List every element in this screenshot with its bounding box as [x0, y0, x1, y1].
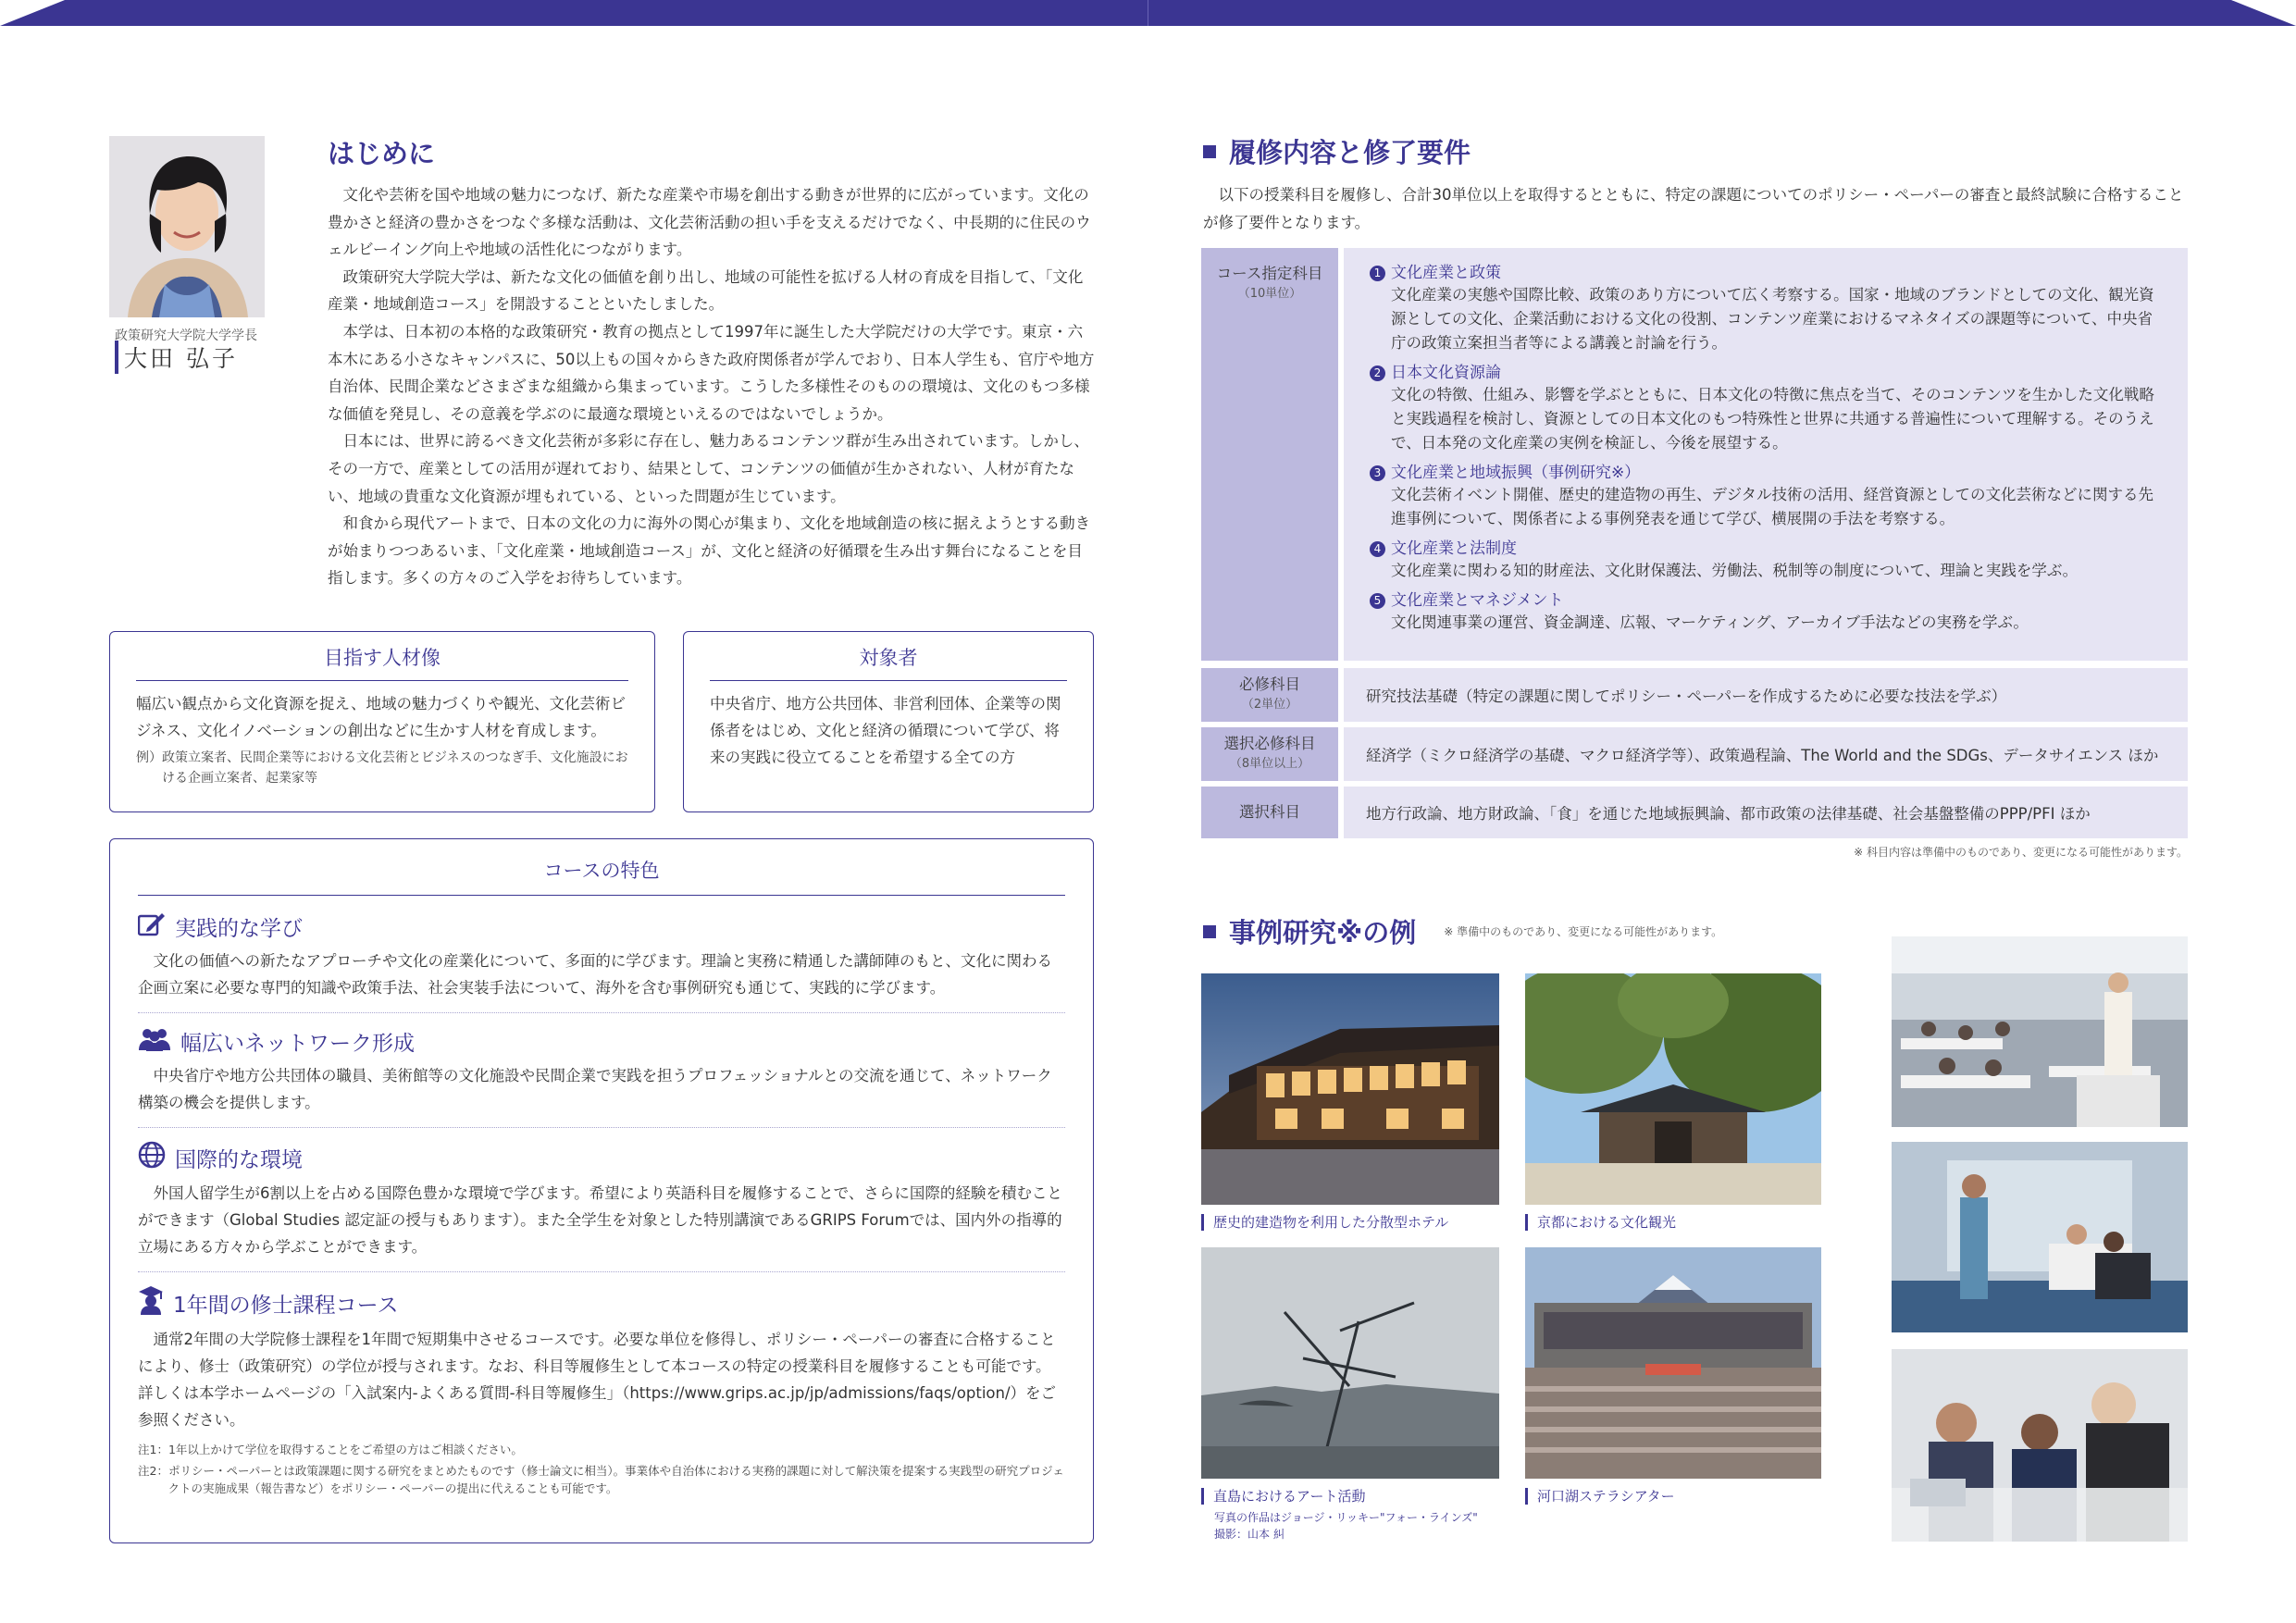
requirement-label [1201, 248, 1338, 661]
requirement-row [1201, 248, 2188, 661]
requirement-label [1201, 787, 1338, 838]
intro-paragraph: 本学は、日本初の本格的な政策研究・教育の拠点として1997年に誕生した大学院だけの大学です。東京・六本木にある小さなキャンパスに、50以上もの国々からきた政府関係者が学んでおり、日本人学生も、官庁や地方自治体、民間企業などさまざまな組織から集まっています。こうした多様性そのものの環境は、文化のもつ多様な価値を発見し、その意義を学ぶのに最適な環境といえるのではないでしょうか。 [328, 322, 1095, 423]
requirement-credits: （10単位） [1237, 287, 1302, 301]
features-title: コースの特色 [543, 860, 660, 882]
feature-heading [138, 1026, 1065, 1057]
section-marker [1203, 145, 1216, 158]
course-title: 文化産業と法制度 [1391, 539, 1517, 558]
requirement-label-text: 選択科目 [1239, 803, 1300, 821]
course-item [1370, 463, 2166, 531]
top-band-right-cut [2231, 0, 2296, 26]
course-number: 2 [1370, 365, 1385, 381]
features-box [109, 838, 1094, 1543]
feature-heading-label: 1年間の修士課程コース [173, 1293, 399, 1318]
photo-caption: 歴史的建造物を利用した分散型ホテル [1201, 1214, 1448, 1231]
requirement-row [1201, 668, 2188, 722]
audience-box [683, 631, 1094, 812]
requirements-heading-label: 履修内容と修了要件 [1229, 137, 1471, 168]
feature-heading-label: 幅広いネットワーク形成 [180, 1032, 415, 1056]
feature-divider [138, 1012, 1065, 1013]
course-item [1370, 263, 2166, 355]
course-description: 文化産業に関わる知的財産法、文化財保護法、労働法、税制等の制度について、理論と実践を学ぶ。 [1391, 562, 2079, 579]
footnote: 注1：1年以上かけて学位を取得することをご希望の方はご相談ください。 [138, 1443, 523, 1456]
target-talent-box [109, 631, 655, 812]
case-study-heading [1203, 912, 1722, 950]
requirement-label-text: 選択必修科目 [1223, 735, 1316, 752]
feature-heading [138, 911, 1065, 942]
feature-text: 文化の価値への新たなアプローチや文化の産業化について、多面的に学びます。理論と実務に精通した講師陣のもと、文化に関わる企画立案に必要な専門的知識や政策手法、社会実装手法について、海外を含む事例研究も通じて、実践的に学びます。 [138, 952, 1053, 997]
photo-classroom-students [1892, 1349, 2188, 1542]
feature-heading [138, 1141, 1065, 1174]
feature-heading [138, 1285, 1065, 1320]
president-portrait [109, 136, 265, 317]
case-study-note: ※ 準備中のものであり、変更になる可能性があります。 [1444, 925, 1723, 938]
photo-kawaguchiko [1525, 1247, 1821, 1479]
feature-heading-label: 国際的な環境 [175, 1147, 303, 1172]
photo-caption: 河口湖ステラシアター [1525, 1488, 1675, 1505]
course-title: 文化産業と政策 [1391, 264, 1501, 282]
requirement-label-text: コース指定科目 [1216, 265, 1323, 282]
requirement-row [1201, 787, 2188, 838]
intro-heading: はじめに [328, 138, 436, 169]
course-title: 日本文化資源論 [1391, 364, 1501, 382]
feature-divider [138, 1127, 1065, 1128]
intro-paragraph: 和食から現代アートまで、日本の文化の力に海外の関心が集まり、文化を地域創造の核に据えようとする動きが始まりつつあるいま、「文化産業・地域創造コース」が、文化と経済の好循環を生み出す舞台になることを目指します。多くの方々のご入学をお待ちしています。 [328, 514, 1091, 588]
president-title: 政策研究大学院大学学長 [115, 328, 257, 343]
section-marker [1203, 925, 1216, 938]
course-title: 文化産業と地域振興（事例研究※） [1391, 464, 1641, 482]
feature-divider [138, 1271, 1065, 1272]
photo-caption: 直島におけるアート活動 [1201, 1488, 1366, 1505]
course-number: 5 [1370, 593, 1385, 609]
top-band-left-cut [0, 0, 65, 26]
intro-paragraph: 文化や芸術を国や地域の魅力につなげ、新たな産業や市場を創出する動きが世界的に広がっています。文化の豊かさと経済の豊かさをつなぐ多様な活動は、文化芸術活動の担い手を支えるだけでなく、中長期的に住民のウェルビーイング向上や地域の活性化につながります。 [328, 186, 1091, 259]
photo-naoshima [1201, 1247, 1499, 1479]
feature-heading-label: 実践的な学び [175, 916, 303, 941]
course-description: 文化の特徴、仕組み、影響を学ぶとともに、日本文化の特徴に焦点を当て、そのコンテンツを生かした文化戦略と実践過程を検討し、資源としての日本文化のもつ特殊性と世界に共通する普遍性について理解する。そのうえで、日本発の文化産業の実例を検証し、今後を展望する。 [1391, 386, 2154, 452]
feature-text: 中央省庁や地方公共団体の職員、美術館等の文化施設や民間企業で実践を担うプロフェッショナルとの交流を通じて、ネットワーク構築の機会を提供します。 [138, 1067, 1052, 1111]
course-item [1370, 539, 2166, 583]
photo-kyoto [1525, 973, 1821, 1205]
requirements-note: ※ 科目内容は準備中のものであり、変更になる可能性があります。 [1854, 846, 2188, 859]
audience-title: 対象者 [859, 647, 918, 669]
graduate-icon [138, 1285, 164, 1320]
photo-caption: 京都における文化観光 [1525, 1214, 1676, 1231]
requirement-credits: （8単位以上） [1229, 757, 1310, 771]
requirement-content: 経済学（ミクロ経済学の基礎、マクロ経済学等）、政策過程論、The World and the SDGs、データサイエンス ほか [1344, 727, 2188, 781]
photo-credit: 写真の作品はジョージ・リッキー"フォー・ラインズ" [1214, 1511, 1478, 1524]
requirement-label [1201, 668, 1338, 722]
top-band [0, 0, 2296, 26]
requirements-lead: 以下の授業科目を履修し、合計30単位以上を取得するとともに、特定の課題についてのポリシー・ペーパーの審査と最終試験に合格することが修了要件となります。 [1203, 186, 2184, 231]
requirement-credits: （2単位） [1241, 698, 1298, 712]
course-number: 3 [1370, 465, 1385, 481]
course-item [1370, 590, 2166, 635]
course-description: 文化関連事業の運営、資金調達、広報、マーケティング、アーカイブ手法などの実務を学ぶ。 [1391, 613, 2029, 631]
pen-icon [138, 911, 166, 942]
president-name: 大田 弘子 [115, 341, 238, 374]
photo-classroom-lecture [1892, 936, 2188, 1127]
requirement-row [1201, 727, 2188, 781]
feature-text: 外国人留学生が6割以上を占める国際色豊かな環境で学びます。希望により英語科目を履修することで、さらに国際的経験を積むことができます（Global Studies 認定証の授与もあります）。また全学生を対象とした特別講演であるGRIPS Forumでは、国内外の指導的立場にある方々から学ぶことができます。 [138, 1184, 1062, 1256]
requirement-content: 研究技法基礎（特定の課題に関してポリシー・ペーパーを作成するために必要な技法を学ぶ） [1344, 668, 2188, 722]
course-description: 文化芸術イベント開催、歴史的建造物の再生、デジタル技術の活用、経営資源としての文化芸術などに関する先進事例について、関係者による事例発表を通じて学び、横展開の手法を考察する。 [1391, 486, 2154, 527]
people-icon [138, 1027, 171, 1057]
requirement-label [1201, 727, 1338, 781]
requirements-heading [1203, 132, 1471, 170]
requirement-label-text: 必修科目 [1239, 675, 1300, 693]
intro-body [328, 181, 1096, 592]
intro-paragraph: 日本には、世界に誇るべき文化芸術が多彩に存在し、魅力あるコンテンツ群が生み出されています。しかし、その一方で、産業としての活用が遅れており、結果として、コンテンツの価値が生かされない、人材が育たない、地域の貴重な文化資源が埋もれている、といった問題が生じています。 [328, 432, 1089, 505]
target-talent-title: 目指す人材像 [324, 647, 441, 669]
features-rule [138, 895, 1065, 896]
course-item [1370, 363, 2166, 455]
feature-text: 通常2年間の大学院修士課程を1年間で短期集中させるコースです。必要な単位を修得し、ポリシー・ペーパーの審査に合格することにより、修士（政策研究）の学位が授与されます。なお、科目等履修生として本コースの特定の授業科目を履修することも可能です。詳しくは本学ホームページの「入試案内-よくある質問-科目等履修生」（https://www.grips.ac.jp/jp/admissions/faqs/option/）をご参照ください。 [138, 1331, 1057, 1429]
course-title: 文化産業とマネジメント [1391, 591, 1564, 610]
course-number: 4 [1370, 541, 1385, 557]
requirement-content [1344, 248, 2188, 661]
photo-historic-hotel [1201, 973, 1499, 1205]
photo-classroom-discussion [1892, 1142, 2188, 1332]
requirement-content: 地方行政論、地方財政論、「食」を通じた地域振興論、都市政策の法律基礎、社会基盤整備のPPP/PFI ほか [1344, 787, 2188, 838]
globe-icon [138, 1141, 166, 1174]
intro-paragraph: 政策研究大学院大学は、新たな文化の価値を創り出し、地域の可能性を拡げる人材の育成を目指して、「文化産業・地域創造コース」を開設することといたしました。 [328, 267, 1084, 314]
photo-credit: 撮影：山本 糾 [1214, 1528, 1285, 1541]
course-number: 1 [1370, 266, 1385, 281]
audience-text: 中央省庁、地方公共団体、非営利団体、企業等の関係者をはじめ、文化と経済の循環について学び、将来の実践に役立てることを希望する全ての方 [710, 695, 1061, 766]
case-study-heading-label: 事例研究※の例 [1229, 917, 1417, 948]
footnote: 注2：ポリシー・ペーパーとは政策課題に関する研究をまとめたものです（修士論文に相当）。事業体や自治体における実務的課題に対して解決策を提案する実践型の研究プロジェクトの実施成果（報告書など）をポリシー・ペーパーの提出に代えることも可能です。 [138, 1464, 1064, 1495]
target-talent-example: 例）政策立案者、民間企業等における文化芸術とビジネスのつなぎ手、文化施設における企画立案者、起業家等 [136, 750, 628, 786]
course-description: 文化産業の実態や国際比較、政策のあり方について広く考察する。国家・地域のブランドとしての文化、観光資源としての文化、企業活動における文化の役割、コンテンツ産業におけるマネタイズの課題等について、中央省庁の政策立案担当者等による講義と討論を行う。 [1391, 286, 2154, 352]
target-talent-text: 幅広い観点から文化資源を捉え、地域の魅力づくりや観光、文化芸術ビジネス、文化イノベーションの創出などに生かす人材を育成します。 [136, 695, 626, 739]
